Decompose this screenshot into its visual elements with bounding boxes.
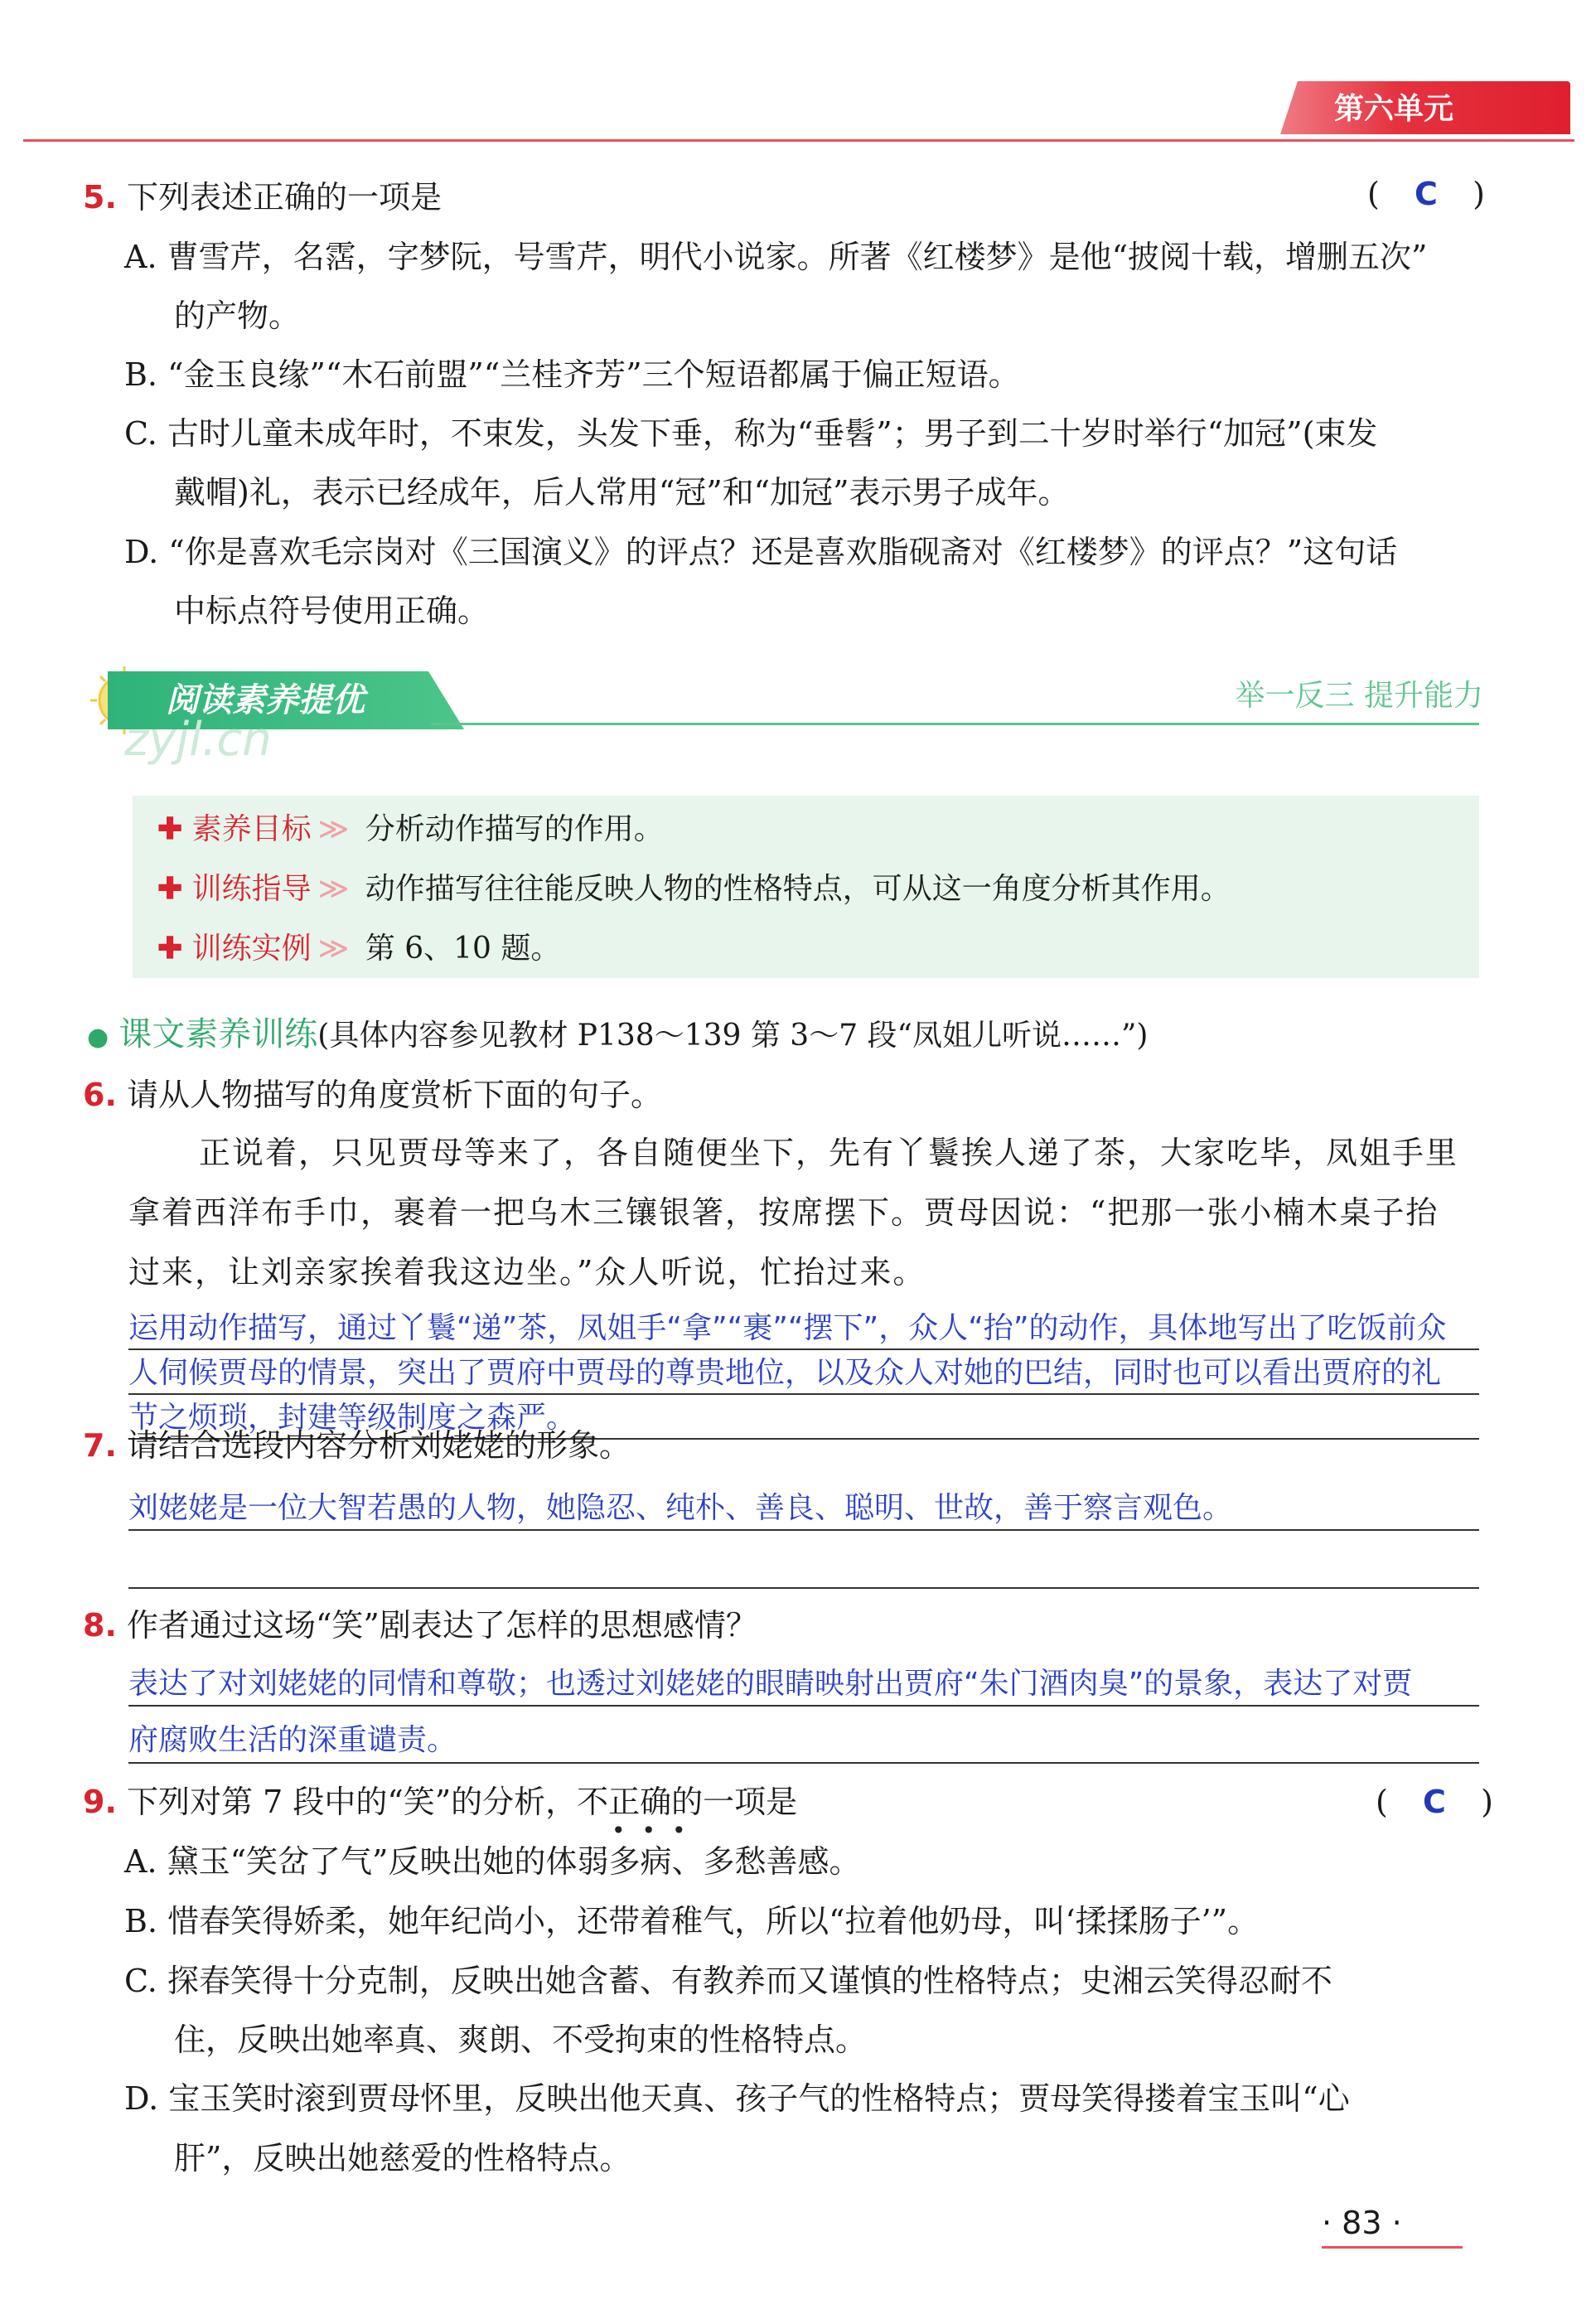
- q6-stem-line: [83, 1073, 662, 1116]
- header-rule: [23, 139, 1574, 142]
- q8-answer-line2: 府腐败生活的深重谴责。: [128, 1723, 457, 1757]
- answer-rule: [128, 1587, 1479, 1589]
- q9-option-b: B. 惜春笑得娇柔，她年纪尚小，还带着稚气，所以“拉着他奶母，叫‘揉揉肠子’”。: [124, 1903, 1260, 1939]
- q9-option-c-line1: C. 探春笑得十分克制，反映出她含蓄、有教养而又谨慎的性格特点；史湘云笑得忍耐不: [124, 1963, 1332, 1999]
- q9-option-d-line1: D. 宝玉笑时滚到贾母怀里，反映出他天真、孩子气的性格特点；贾母笑得搂着宝玉叫“心: [124, 2080, 1350, 2117]
- double-arrow-icon: ≫: [317, 932, 350, 966]
- leaf-icon: ●: [87, 1023, 109, 1052]
- q6-answer-line3: 节之烦琐，封建等级制度之森严。: [128, 1401, 577, 1435]
- page-number-rule: [1322, 2246, 1463, 2249]
- q9-stem: 下列对第 7 段中的“笑”的分析，不正确的一项是: [126, 1784, 798, 1820]
- q7-number: 7.: [83, 1427, 117, 1464]
- q5-stem: 下列表述正确的一项是: [126, 179, 442, 215]
- q6-passage-line3: 过来，让刘亲家挨着我这边坐。”众人听说，忙抬过来。: [128, 1254, 926, 1290]
- q6-answer-line2: 人伺候贾母的情景，突出了贾府中贾母的尊贵地位，以及众人对她的巴结，同时也可以看出贾府的礼: [128, 1356, 1442, 1390]
- plus-icon: ✚: [157, 871, 183, 906]
- goal-label: 训练实例: [191, 932, 312, 966]
- q9-option-a: A. 黛玉“笑岔了气”反映出她的体弱多病、多愁善感。: [124, 1843, 861, 1880]
- banner-slogan: 举一反三 提升能力: [1235, 679, 1483, 713]
- plus-icon: ✚: [157, 811, 183, 846]
- q7-stem: 请结合选段内容分析刘姥姥的形象。: [126, 1427, 631, 1464]
- q6-number: 6.: [83, 1077, 117, 1113]
- q6-answer-line1: 运用动作描写，通过丫鬟“递”茶，凤姐手“拿”“裹”“摆下”，众人“抬”的动作，具体地写出了吃饭前众: [128, 1311, 1447, 1345]
- training-heading: [87, 1013, 1148, 1059]
- q9-number: 9.: [83, 1784, 117, 1820]
- double-arrow-icon: ≫: [317, 812, 350, 846]
- answer-rule: [128, 1762, 1479, 1764]
- q5-option-a-line1: A. 曹雪芹，名霑，字梦阮，号雪芹，明代小说家。所著《红楼梦》是他“披阅十载，增删五次”: [124, 239, 1428, 275]
- q7-stem-line: [83, 1424, 631, 1467]
- q5-stem-line: [83, 176, 442, 219]
- q6-stem: 请从人物描写的角度赏析下面的句子。: [126, 1077, 662, 1113]
- answer-rule: [128, 1705, 1479, 1707]
- reading-banner-title: 阅读素养提优: [166, 681, 365, 719]
- goal-text: 动作描写往往能反映人物的性格特点，可从这一角度分析其作用。: [365, 872, 1231, 906]
- q6-passage-line2: 拿着西洋布手巾，裹着一把乌木三镶银箸，按席摆下。贾母因说：“把那一张小楠木桌子抬: [128, 1194, 1439, 1231]
- answer-rule: [128, 1393, 1479, 1395]
- q7-answer-line1: 刘姥姥是一位大智若愚的人物，她隐忍、纯朴、善良、聪明、世故，善于察言观色。: [128, 1491, 1233, 1525]
- plus-icon: ✚: [157, 931, 183, 966]
- goal-text: 第 6、10 题。: [365, 932, 561, 966]
- q8-stem-line: [83, 1604, 757, 1647]
- goal-row-target: [157, 808, 664, 850]
- training-note: (具体内容参见教材 P138～139 第 3～7 段“凤姐儿听说……”): [317, 1019, 1149, 1053]
- answer-rule: [128, 1348, 1479, 1350]
- goal-text: 分析动作描写的作用。: [365, 812, 664, 846]
- banner-rule: [431, 723, 1479, 725]
- answer-rule: [128, 1529, 1479, 1531]
- q5-paren-open: (: [1367, 176, 1380, 212]
- goal-label: 训练指导: [191, 872, 312, 906]
- goal-row-guide: [157, 868, 1231, 910]
- q5-option-c-line1: C. 古时儿童未成年时，不束发，头发下垂，称为“垂髫”；男子到二十岁时举行“加冠”(束发: [124, 415, 1378, 452]
- q9-paren-open: (: [1376, 1784, 1388, 1820]
- unit-label: 第六单元: [1334, 92, 1454, 126]
- q9-paren-close: ): [1481, 1784, 1493, 1820]
- emphasis-dots: •••: [612, 1817, 703, 1844]
- double-arrow-icon: ≫: [317, 872, 350, 906]
- q9-answer: C: [1423, 1784, 1446, 1820]
- goal-row-example: [157, 927, 560, 970]
- q6-passage-line1: 正说着，只见贾母等来了，各自随便坐下，先有丫鬟挨人递了茶，大家吃毕，凤姐手里: [199, 1135, 1459, 1171]
- goal-label: 素养目标: [191, 812, 312, 846]
- q8-answer-line1: 表达了对刘姥姥的同情和尊敬；也透过刘姥姥的眼睛映射出贾府“朱门酒肉臭”的景象，表达了对贾: [128, 1667, 1413, 1701]
- q9-answer-box: [1376, 1780, 1493, 1823]
- training-title: 课文素养训练: [118, 1015, 318, 1053]
- q5-number: 5.: [83, 179, 117, 215]
- q5-option-c-line2: 戴帽)礼，表示已经成年，后人常用“冠”和“加冠”表示男子成年。: [174, 474, 1070, 511]
- page-number: · 83 ·: [1322, 2205, 1402, 2241]
- q8-number: 8.: [83, 1607, 117, 1644]
- q5-option-b: B. “金玉良缘”“木石前盟”“兰桂齐芳”三个短语都属于偏正短语。: [124, 356, 1020, 393]
- q8-stem: 作者通过这场“笑”剧表达了怎样的思想感情？: [126, 1607, 757, 1644]
- q9-option-c-line2: 住，反映出她率真、爽朗、不受拘束的性格特点。: [174, 2021, 868, 2058]
- q5-option-d-line2: 中标点符号使用正确。: [174, 593, 490, 629]
- q5-paren-close: ): [1473, 176, 1485, 212]
- q5-answer-box: [1367, 172, 1485, 215]
- watermark: zyjl.cn: [124, 713, 272, 767]
- q5-option-a-line2: 的产物。: [174, 298, 301, 334]
- q5-answer: C: [1415, 176, 1438, 212]
- q9-option-d-line2: 肝”，反映出她慈爱的性格特点。: [174, 2140, 631, 2176]
- q5-option-d-line1: D. “你是喜欢毛宗岗对《三国演义》的评点？还是喜欢脂砚斋对《红楼梦》的评点？”这句话: [124, 534, 1398, 570]
